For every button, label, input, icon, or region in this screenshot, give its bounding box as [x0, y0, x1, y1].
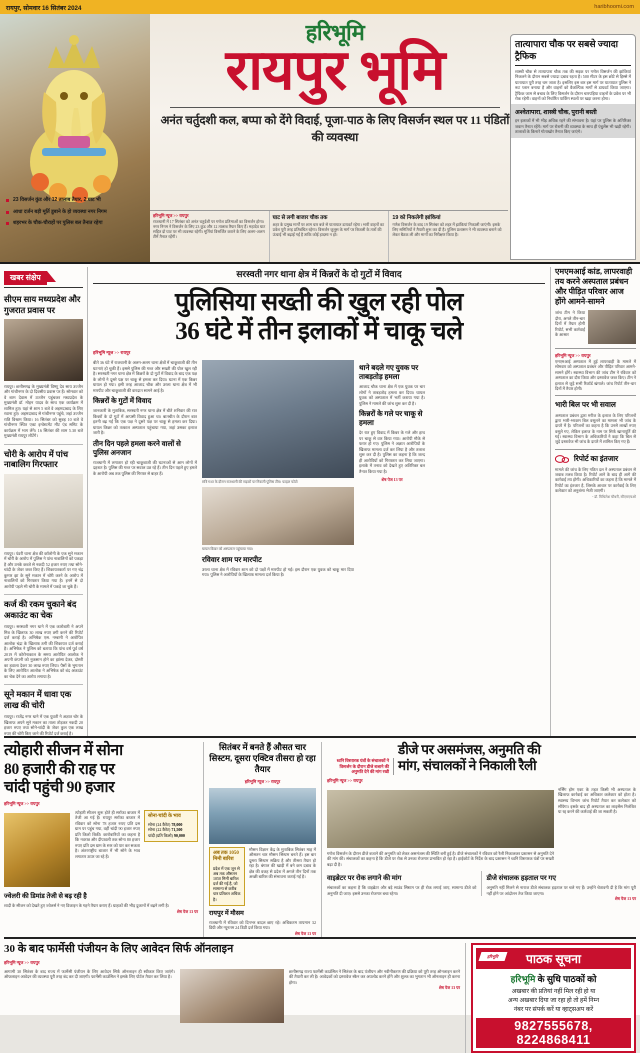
strip-head: 19 को निकलेगी झांकियां — [392, 215, 441, 221]
dj-headline — [398, 742, 541, 775]
gold-headline-line2: 80 हजारी की राह पर — [4, 760, 115, 778]
divider — [4, 444, 83, 445]
traffic-sidebar — [510, 34, 636, 260]
rate-value: 90,000 — [173, 832, 185, 838]
masthead-subhead — [155, 113, 515, 147]
lead-text-column — [93, 360, 197, 578]
section-divider-2 — [4, 937, 636, 939]
weather-body: मौसम विज्ञान केंद्र के मुताबिक सितंबर माह में औसतन चार मौसम सिस्टम बनते हैं। इस बार दूसरा सिस्टम सक्रिय है और तीसरा तैयार हो रहा है। बंगाल की खाड़ी में बने कम दबाव के क्षेत्र की वजह से प्रदेश में अगले तीन दिनों तक अच्छी बारिश की संभावना जताई गई है। — [249, 846, 316, 880]
cm-portrait-photo — [4, 319, 83, 381]
strip-head: घाट से लगी बाजार चौक तक — [272, 215, 328, 221]
quote-attribution: - डॉ. मिथिलेश चौधरी, सीएमएचओ — [592, 495, 636, 500]
divider — [4, 594, 83, 595]
gold-headline-line1: त्योहारी सीजन में सोना — [4, 742, 123, 760]
lead-sub-headline-3: रविवार शाम पर मारपीट — [202, 555, 262, 564]
lead-columns — [93, 360, 545, 578]
bottom-band — [0, 943, 640, 1053]
dj-sub-headline-2: डीजे संचालक हड़ताल पर गए — [486, 874, 556, 882]
rate-value: 78,000 — [171, 822, 183, 828]
traffic-sidebar-body: शास्त्री चौक से तात्यापारा चौक तक की सड़क पर गणेश विसर्जन की झांकियां निकलने के दौरान सबसे ज्यादा दबाव रहता है। 500 मीटर के इस छोटे से हिस्से में यातायात पूरी तरह थम जाता है। इसलिए इस बार इस मार्ग पर यातायात पुलिस ने रूट प्लान बनाया है और वाहनों को वैकल्पिक मार्गों से डायवर्ट किया जाएगा। ट्रैफिक जाम से बचाव के लिए विसर्जन के दौरान चारपहिया वाहनों के प्रवेश पर भी रोक रहेगी। वाहनों को निर्धारित पार्किंग स्थलों पर खड़ा करना होगा। — [515, 69, 631, 101]
mmi-section-head-2-text: रिपोर्ट का इंतजार — [573, 453, 619, 463]
divider — [555, 348, 636, 349]
strip-story — [270, 211, 390, 262]
photo-caption-2: घायल किन्नर को अस्पताल पहुंचाया गया। — [202, 547, 254, 552]
gold-bars-photo — [4, 813, 70, 887]
rate-value: 71,500 — [171, 827, 183, 833]
ad-flag-text: हरिभूमि — [486, 953, 500, 959]
continued-ref[interactable]: शेष पेज 13 पर — [176, 908, 198, 914]
quote-bubble-icon — [555, 455, 569, 464]
dj-body: गणेश विसर्जन के दौरान डीजे बजाने की अनुमति को लेकर असमंजस की स्थिति बनी हुई है। डीजे संचालकों ने रविवार को रैली निकालकर प्रशासन से अनुमति देने की मांग की। संचालकों का कहना है कि डीजे पर रोक से उनका रोजगार प्रभावित हो रहा है। हाईकोर्ट के निर्देश के बाद प्रशासन ने ध्वनि विस्तारक यंत्रों पर सख्ती बढ़ा दी है। — [327, 850, 554, 867]
masthead-bullet: आधा दर्जन बड़ी मूर्ति डूबाने के हो व्यवस्था नगर निगम — [6, 209, 138, 216]
website-url[interactable]: haribhoomi.com — [594, 4, 634, 10]
weather-system-story[interactable] — [204, 742, 322, 937]
ad-title: पाठक सूचना — [526, 951, 581, 966]
brief-headline: कर्ज की रकम चुकाने बंद अकाउंट का चेक — [4, 600, 77, 620]
masthead-bullets — [6, 197, 138, 232]
ganesh-idol-icon — [18, 32, 130, 212]
masthead — [0, 14, 640, 264]
masthead-subhead-line1: अनंत चर्तुदशी कल, बप्पा को देंगे विदाई, पूजा-पाठ — [160, 113, 364, 127]
sea-clouds-photo — [209, 788, 316, 844]
strip-byline: हरिभूमि न्यूज >> रायपुर — [153, 213, 189, 218]
strip-story — [150, 211, 270, 262]
ad-brand: हरिभूमि — [510, 973, 536, 984]
masthead-divider — [170, 107, 500, 108]
main-body — [0, 264, 640, 736]
gold-headline — [4, 742, 198, 798]
lead-headline-line2: 36 घंटे में तीन इलाकों में चाकू चले — [175, 318, 463, 345]
strip-body: शहर के प्रमुख मार्गों पर शाम चार बजे से यातायात डायवर्ट रहेगा। भारी वाहनों का प्रवेश पूरी तरह प्रतिबंधित रहेगा। विसर्जन जुलूस के मार्ग पर बिजली के तारों की ऊंचाई भी बढ़ाई गई है ताकि कोई हादसा न हो। — [272, 222, 384, 238]
brief-headline: सूने मकान में धावा एक लाख की चोरी — [4, 690, 72, 710]
mmi-section-body: अस्पताल प्रबंधन द्वारा मरीज के इलाज के लिए परिजनों द्वारा भारी-भरकम बिल वसूलने का मामला भी जांच के दायरे में है। परिजनों का कहना है कि उनसे लाखों रुपए वसूले गए, लेकिन इलाज के नाम पर सिर्फ खानापूर्ति की गई। स्वास्थ्य विभाग के अधिकारियों ने कहा कि बिल से जुड़े दस्तावेज भी जांच के दायरे में शामिल किए गए हैं। — [555, 412, 636, 445]
ad-line-3: अन्य अखबार दिया जा रहा हो तो हमें निम्न — [507, 997, 600, 1005]
traffic-sidebar-rule — [515, 65, 631, 66]
weather-sub-body: राजधानी में रविवार को दिनभर बादल छाए रहे। अधिकतम तापमान 32 डिग्री और न्यूनतम 24 डिग्री दर्ज किया गया। — [209, 919, 316, 931]
continued-ref[interactable]: शेष पेज 13 पर — [438, 985, 460, 991]
brief-headline: चोरी के आरोप में पांच नाबालिग गिरफ्तार — [4, 449, 69, 470]
dj-headline-row — [327, 742, 636, 775]
dj-headline-line2: मांग, संचालकों ने निकाली रैली — [398, 758, 537, 774]
divider — [4, 684, 83, 685]
brief-body: रायपुर। छत्तीसगढ़ के मुख्यमंत्री विष्णु देव साय उज्जैन और गांधीनगर के दो दिवसीय प्रवास पर हैं। सोमवार को वे शाम देवास में उज्जैन पहुंचकर मध्यप्रदेश के मुख्यमंत्री डॉ. मोहन यादव के साथ एक कार्यक्रम में शामिल हुए। यहां से शाम 5 बजे वे अहमदाबाद के लिए रवाना हुए। अहमदाबाद से गांधीनगर पहुंचे, जहां उज्जैन रात्रि विश्राम किया। 16 सितंबर को सुबह 10 बजे वे गांधीनगर स्थित एक्ट इन्वेस्टमेंट मीट एंड समिट के कार्यक्रम में भाग लेंगे। 16 सितंबर की शाम 5.30 बजे मुख्यमंत्री रायपुर लौटेंगे। — [4, 384, 83, 439]
lead-byline: हरिभूमि न्यूज >> रायपुर — [93, 350, 131, 355]
mmi-section-body-2: मामले की जांच के लिए गठित दल ने अस्पताल प्रबंधन से जवाब तलब किया है। रिपोर्ट आने के बाद ही आगे की कार्रवाई तय होगी। अधिकारियों का कहना है कि मामले में रिपोर्ट का इंतजार है, जिसके आधार पर कार्रवाई के लिए कलेक्टर को अनुशंसा भेजी जाएगी। — [555, 466, 636, 494]
date-bar — [0, 0, 640, 14]
dj-byline: हरिभूमि न्यूज >> रायपुर — [327, 777, 363, 783]
lead-side-column — [359, 360, 425, 578]
rate-label: सोना (22 कैरेट) — [148, 827, 171, 833]
ad-lead-line — [476, 972, 631, 985]
injured-person-photo — [202, 487, 354, 545]
lead-body-col1: बीते 36 घंटे में राजधानी के अलग-अलग थाना क्षेत्रों में चाकूबाजी की तीन घटनाएं हो चुकी हैं। इससे पुलिस की गश्त और सख्ती की पोल खुल रही है। सरस्वती नगर थाना क्षेत्र में किन्नरों के दो गुटों में विवाद के बाद एक पक्ष के लोगों ने दूसरे पक्ष पर चाकू से हमला कर दिया। घटना में एक किन्नर घायल हो गया। इसी तरह आजाद चौक और उरला थाना क्षेत्र में भी मारपीट और चाकूबाजी की वारदात सामने आई है। — [93, 360, 197, 393]
continued-ref[interactable]: शेष पेज 13 पर — [294, 930, 316, 936]
traffic-band-body: इन इलाकों में भी भीड़ अधिक रहने की संभावना है। यहां पर पुलिस के अतिरिक्त जवान तैनात रहेंगे। मार्ग पर रोशनी की व्यवस्था के साथ ही एंबुलेंस भी खड़ी रहेगी। तालाबों के किनारे गोताखोर तैनात किए जाएंगे। — [515, 118, 631, 135]
traffic-band-title: अश्वेतापारा, शास्त्री चौक, पुरानी बस्ती — [515, 109, 597, 117]
gold-sub-headline: ज्वेलरी की डिमांड तेजी से बढ़ रही है — [4, 892, 87, 900]
rate-label: सोना (24 कैरेट) — [148, 822, 171, 828]
mmi-story-column[interactable] — [550, 267, 636, 736]
rate-label: चांदी (प्रति किलो) — [148, 832, 173, 838]
mmi-headline: एमएमआई कांड, लापरवाही तय करने अस्पताल प्रबंधन और पीड़ित परिवार आज होंगे आमने-सामने — [555, 267, 633, 306]
weather-sub-headline: रायपुर में मौसम — [209, 909, 244, 917]
dj-headline-line1: डीजे पर असमंजस, अनुमति की — [398, 742, 541, 758]
mid-band — [0, 742, 640, 937]
divider — [555, 395, 636, 396]
lead-headline-line1: पुलिसिया सख्ती की खुल रही पोल — [175, 289, 463, 316]
weather-headline: सितंबर में बनते हैं औसत चार सिस्टम, दूसरा एक्टिव तीसरा हो रहा तैयार — [209, 742, 316, 775]
rainfall-box-title: अब तक 1050 मिमी बारिश — [213, 850, 239, 863]
brief-headline: सीएम साय मध्यप्रदेश और गुजरात प्रवास पर — [4, 295, 81, 315]
lead-body-sub2: आजाद चौक थाना क्षेत्र में एक युवक पर चार लोगों ने ताबड़तोड़ हमला कर दिया। घायल युवक को अस्पताल में भर्ती कराया गया है। पुलिस ने मामले की जांच शुरू कर दी है। — [359, 384, 425, 406]
ad-frame — [471, 943, 636, 1053]
ad-phone-numbers[interactable]: 9827555678, 8224868411 — [476, 1018, 631, 1048]
list-item[interactable] — [4, 690, 83, 736]
gold-rates-title: सोना-चांदी के भाव — [148, 813, 181, 819]
list-item[interactable] — [4, 600, 83, 679]
rainfall-box — [209, 847, 245, 906]
brief-body: रायपुर। पंडरी थाना क्षेत्र की कॉलोनी के एक सूने मकान में चोरी के आरोप में पुलिस ने पांच नाबालिगों को पकड़ा है और उनके कब्जे से नकदी 52 हजार रुपए तथा सोने-चांदी के जेवर जब्त किए हैं। शिकायतकर्ता पर गए चंद्र कुमार झा के सूने मकान में चोरी करने के आरोप में नाबालिगों को गिरफ्तार किया गया है। इनमें से दो आरोपी पहले भी चोरी के मामले में पकड़े जा चुके हैं। — [4, 550, 83, 589]
brief-body: रायपुर। सरस्वती नगर थाने में एक कारोबारी ने अपने मित्र के खिलाफ 30 लाख रुपए ठगी करने की रिपोर्ट दर्ज कराई है। अभिषेक एस. नम्बानी ने आरोपित आलोक चंद्रा के खिलाफ ठगी की शिकायत दर्ज कराई है। अभिषेक ने पुलिस को बताया कि पांच वर्ष पूर्व वर्ष 2019 में कोरोनाकाल के समय आरोपित आलोक ने अपनी कंपनी को नुकसान होने का झांसा देकर, दोस्ती का हवाला देकर 30 लाख रुपए लिया। पैसों के भुगतान के लिए आरोपित आलोक ने अभिषेक को बंद अकाउंट का चेक देने का आरोप लगाया है। — [4, 624, 83, 679]
mmi-body: एमएमआई अस्पताल में हुई लापरवाही के मामले में सोमवार को अस्पताल प्रबंधन और पीड़ित परिवार आमने-सामने होंगे। स्वास्थ्य विभाग की जांच टीम ने रविवार को अस्पताल का दौरा किया और दस्तावेज जब्त किए। टीम ने इलाज से जुड़े सभी रिकॉर्ड खंगाले। जांच रिपोर्ट तीन-चार दिनों में तैयार होगी। — [555, 359, 636, 391]
mmi-section-head-2 — [555, 454, 636, 464]
crosshead: तीन दिन पहले हमला करने वालों से पुलिस अनजान — [93, 439, 181, 457]
ad-lead-rest: के सुधि पाठकों को — [537, 973, 597, 984]
masthead-bullet: शहरभर के चौक-चौराहों पर पुलिस बल तैनात रहेगा — [6, 220, 138, 227]
lead-sub-headline: किन्नरों के गुटों में विवाद — [93, 397, 152, 406]
crosshead-body: राजधानी में लगातार हो रही चाकूबाजी की घटनाओं से आम लोगों में दहशत है। पुलिस की गश्त पर सवाल उठ रहे हैं। तीन दिन पहले हुए हमले के आरोपी अब तक पुलिस की गिरफ्त से बाहर हैं। — [93, 459, 197, 476]
news-brief-column — [4, 267, 88, 736]
continued-ref[interactable]: शेष पेज 13 पर — [381, 477, 403, 483]
strip-body: गणेश विसर्जन के बाद 19 सितंबर को शहर में झांकियां निकाली जाएंगी। इसके लिए समितियों ने तैयारी शुरू कर दी है। पुलिस प्रशासन ने भी व्यवस्था बनाने को लेकर बैठक ली और मार्गों का निरीक्षण किया है। — [392, 222, 502, 238]
list-item[interactable] — [4, 295, 83, 439]
lead-sub-headline-1: किन्नरों के गले पर चाकू से हमला — [359, 410, 423, 428]
masthead-story-strip — [150, 210, 508, 262]
reader-notice-ad[interactable] — [466, 943, 636, 1053]
brand-haribhoomi: हरिभूमि — [305, 20, 365, 45]
dj-body-cont: नर्सिंग होम एक्ट के तहत किसी भी अस्पताल के खिलाफ कार्रवाई का अधिकार कलेक्टर को होता है। स्वास्थ्य विभाग जांच रिपोर्ट तैयार कर कलेक्टर को सौंपेगा। इसके बाद ही अस्पताल का लाइसेंस निलंबित या रद्द करने की कार्रवाई की जा सकती है। — [558, 786, 636, 815]
pharmacy-byline: हरिभूमि न्यूज >> रायपुर — [4, 959, 40, 965]
pharmacy-headline: 30 के बाद फार्मेसी पंजीयन के लिए आवेदन सिर्फ ऑनलाइन — [4, 942, 234, 955]
pharmacy-story[interactable] — [4, 943, 466, 1053]
police-march-photo — [202, 360, 354, 478]
strip-body: राजधानी में 17 सितंबर को अनंत चतुर्दशी पर गणेश प्रतिमाओं का विसर्जन होगा। नगर निगम ने विसर्जन के लिए 23 कुंड और 12 तालाब तैयार किए हैं। महादेव घाट सहित दो घाट पर भी व्यवस्था रहेगी। मूर्तियां विसर्जित कराने के लिए अलग-अलग टीमें तैनात रहेंगी। — [153, 219, 266, 240]
lead-headline — [93, 288, 545, 346]
gold-headline-line3: चांदी पहुंची 90 हजार — [4, 779, 115, 797]
mmi-bullet: जांच टीम ने किया दौरा, अगले तीन-चार दिनों में तैयार होगी रिपोर्ट, सभी कार्रवाई के आसार — [555, 310, 585, 338]
pharmacy-body-2: छत्तीसगढ़ राज्य फार्मेसी काउंसिल ने सितंबर के बाद पंजीयन और नवीनीकरण की प्रक्रिया को पूरी तरह ऑनलाइन करने की तैयारी कर ली है। आवेदकों को दस्तावेज स्कैन कर अपलोड करने होंगे और शुल्क का भुगतान भी ऑनलाइन ही करना होगा। — [289, 968, 460, 985]
divider — [555, 449, 636, 450]
mmi-section-head: भारी बिल पर भी सवाल — [555, 400, 616, 410]
lead-story[interactable] — [88, 267, 550, 736]
news-brief-list — [4, 287, 83, 736]
dj-kicker: ध्वनि विस्तारक यंत्रों के संचालकों ने विसर्जन के दौरान डीजे बजाने की अनुमति देने की मांग रखी — [327, 758, 394, 775]
gold-sub-body: शादी के सीजन को देखते हुए ज्वेलर्स ने नए डिजाइन के गहने तैयार कराए हैं। ग्राहकों की भीड़ दुकानों में बढ़ने लगी है। — [4, 903, 170, 909]
lead-photo-column — [202, 360, 354, 578]
strip-story — [389, 211, 508, 262]
dj-story[interactable] — [322, 742, 636, 937]
lead-body-sub3: उरला थाना क्षेत्र में रविवार शाम को दो पक्षों में मारपीट हो गई। इस दौरान एक युवक को चाकू मार दिया गया। पुलिस ने आरोपियों के खिलाफ मामला दर्ज किया है। — [202, 566, 354, 578]
brand-raipur-bhoomi: रायपुर भूमि — [225, 40, 445, 102]
gold-story[interactable] — [4, 742, 204, 937]
rate-row — [148, 833, 194, 838]
dj-rally-photo — [327, 790, 554, 848]
gold-byline: हरिभूमि न्यूज >> रायपुर — [4, 800, 40, 806]
traffic-sidebar-band — [511, 104, 635, 137]
lead-sub-headline-2: थाने बदले गए युवक पर ताबड़तोड़ हमला — [359, 364, 419, 381]
pharmacy-body: आगामी 30 सितंबर के बाद राज्य में फार्मेसी पंजीयन के लिए आवेदन सिर्फ ऑनलाइन ही स्वीकार किए जाएंगे। ऑफलाइन आवेदन की व्यवस्था पूरी तरह बंद कर दी जाएगी। फार्मेसी काउंसिल ने इसके लिए पोर्टल तैयार कर लिया है। — [4, 968, 175, 980]
section-divider — [4, 736, 636, 738]
lead-kicker: सरस्वती नगर थाना क्षेत्र में किन्नरों के दो गुटों में विवाद — [93, 267, 545, 284]
lead-body-col2: जानकारी के मुताबिक, सरस्वती नगर थाना क्षेत्र में बीते शनिवार की रात किन्नरों के दो गुटों में आपसी विवाद हुआ था। बातचीत के दौरान बात इतनी बढ़ गई कि एक पक्ष ने दूसरे पक्ष पर चाकू से हमला कर दिया। घायल किन्नर को तत्काल अस्पताल पहुंचाया गया, जहां उसका इलाज जारी है। — [93, 408, 197, 436]
news-clipping-photo — [588, 310, 636, 344]
lead-body-sub1: देर रात हुए विवाद में किन्नर के गले और हाथ पर चाकू से वार किया गया। आरोपी मौके से फरार हो गए। पुलिस ने अज्ञात आरोपियों के खिलाफ मामला दर्ज कर लिया है और तलाश शुरू कर दी है। पुलिस का कहना है कि जल्द ही आरोपियों को गिरफ्तार कर लिया जाएगा। इलाके में तनाव को देखते हुए अतिरिक्त बल तैनात किया गया है। — [359, 430, 425, 474]
rainfall-box-body: प्रदेश में एक जून से अब तक औसतन 1050 मिमी बारिश दर्ज की गई है, जो सामान्य से करीब चार प्रतिशत अधिक है। — [213, 865, 241, 902]
mmi-byline: हरिभूमि न्यूज >> रायपुर — [555, 353, 591, 358]
brief-body: रायपुर। राजेंद्र नगर थाने में एक युवती ने अज्ञात चोर के खिलाफ अपने सूने मकान का ताला तोड़कर नकदी 20 हजार रुपए तथा सोने-चांदी के जेवर कुल एक लाख रुपए की चोरी किए जाने की रिपोर्ट दर्ज कराई है। — [4, 714, 83, 736]
gold-body: त्योहारी सीजन शुरू होते ही सर्राफा बाजार में तेजी आ गई है। रायपुर सर्राफा बाजार में रविवार को सोना 78 हजार रुपए प्रति दस ग्राम पर पहुंच गया, वहीं चांदी 90 हजार रुपए प्रति किलो बिकी। कारोबारियों का कहना है कि नवरात्र और दीपावली तक सोना 80 हजार रुपए प्रति दस ग्राम के स्तर को पार कर सकता है। अंतरराष्ट्रीय बाजार में भी सोने के भाव लगातार ऊपर जा रहे हैं। — [75, 809, 140, 859]
publication-date: रायपुर, सोमवार 16 सितंबर 2024 — [6, 4, 82, 12]
dj-sub-body-2: अनुमति नहीं मिलने से नाराज डीजे संचालक हड़ताल पर चले गए हैं। उन्होंने चेतावनी दी है कि मांग पूरी नहीं होने पर आंदोलन तेज किया जाएगा। — [486, 884, 636, 896]
list-item[interactable] — [4, 450, 83, 589]
photo-caption: रात्रि गश्त के दौरान राजधानी की सड़कों पर निकली पुलिस टीम। फाइल फोटो — [202, 480, 298, 484]
masthead-bullet: 23 विसर्जन कुंड और 12 तालाब तैयार, 2 घाट भी — [6, 197, 138, 204]
dj-sub-headline-1: वाइब्रेटर पर रोक लगाने की मांग — [327, 874, 402, 882]
ad-title-bar — [476, 948, 631, 969]
ad-line-2: अखबार की प्रतियां नहीं मिल रही हो या — [511, 987, 596, 995]
weather-byline: हरिभूमि न्यूज >> रायपुर — [244, 778, 281, 784]
continued-ref[interactable]: शेष पेज 13 पर — [614, 896, 636, 902]
traffic-sidebar-title: तात्यापारा चौक पर सबसे ज्यादा ट्रैफिक — [515, 39, 619, 61]
masthead-logo — [150, 22, 520, 146]
dj-sub-body-1: संचालकों का कहना है कि वाइब्रेटर और बड़े साउंड सिस्टम पर ही रोक लगाई जाए, सामान्य डीजे को अनुमति दी जाए। इससे उनका रोजगार बचा रहेगा। — [327, 884, 477, 896]
news-brief-tab[interactable]: खबर संक्षेप — [4, 271, 47, 285]
ad-flag-ribbon — [479, 952, 508, 961]
ad-line-4: नंबर पर संपर्क करें या व्हाट्सअप करें — [513, 1006, 594, 1014]
gold-rates-box — [144, 810, 198, 842]
seized-jewellery-photo — [4, 474, 83, 548]
masthead-subhead-line2: के लिए विसर्जन स्थल पर 11 पंडितों की व्यवस्था — [311, 113, 510, 144]
